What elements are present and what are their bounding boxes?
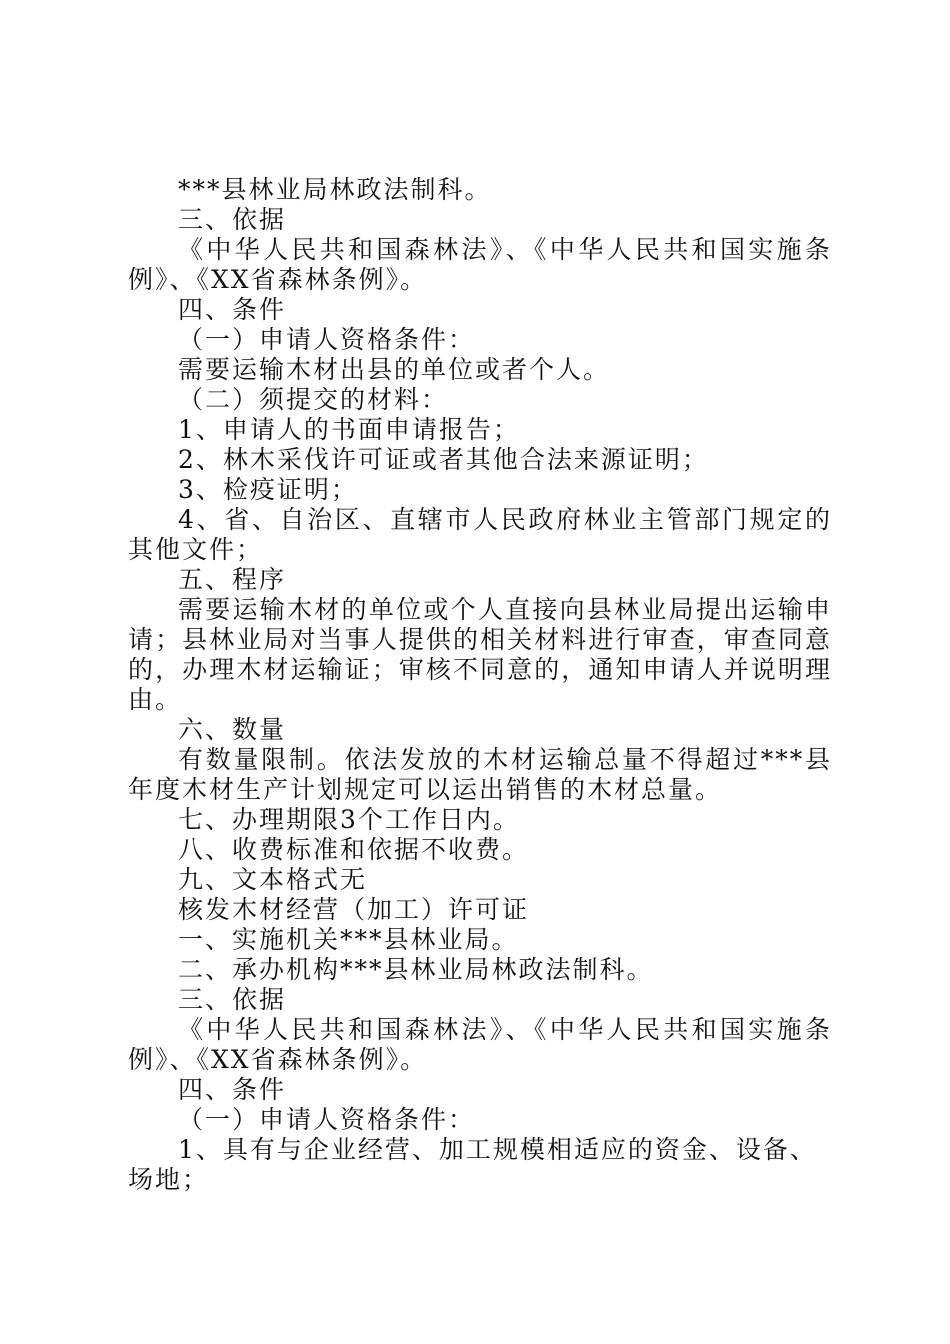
section-heading: 三、依据	[178, 205, 287, 234]
paragraph: 需要运输木材的单位或个人直接向县林业局提出运输申请；县林业局对当事人提供的相关材料进行审查，审查同意的，办理木材运输证；审核不同意的，通知申请人并说明理由。	[128, 595, 832, 714]
section-heading: 二、承办机构***县林业局林政法制科。	[178, 955, 654, 984]
section-heading: 九、文本格式无	[178, 865, 368, 894]
section-heading: 三、依据	[178, 985, 287, 1014]
section-heading: 六、数量	[178, 715, 287, 744]
subsection-heading: （二）须提交的材料：	[178, 385, 449, 414]
list-item: 1、具有与企业经营、加工规模相适应的资金、设备、场地；	[128, 1135, 817, 1194]
list-item: 4、省、自治区、直辖市人民政府林业主管部门规定的其他文件；	[128, 505, 832, 564]
list-item: 2、林木采伐许可证或者其他合法来源证明；	[178, 445, 709, 474]
paragraph: 《中华人民共和国森林法》、《中华人民共和国实施条例》、《XX省森林条例》。	[128, 235, 832, 294]
list-item: 1、申请人的书面申请报告；	[178, 415, 520, 444]
item-title: 核发木材经营（加工）许可证	[178, 895, 530, 924]
list-item: 3、检疫证明；	[178, 475, 358, 504]
section-heading: 一、实施机关***县林业局。	[178, 925, 519, 954]
paragraph: ***县林业局林政法制科。	[178, 175, 492, 204]
section-heading: 七、办理期限3个工作日内。	[178, 805, 520, 834]
subsection-heading: （一）申请人资格条件：	[178, 1105, 476, 1134]
paragraph: 《中华人民共和国森林法》、《中华人民共和国实施条例》、《XX省森林条例》。	[128, 1015, 832, 1074]
document-page	[128, 175, 832, 1195]
section-heading: 五、程序	[178, 565, 287, 594]
section-heading: 四、条件	[178, 1075, 287, 1104]
paragraph: 有数量限制。依法发放的木材运输总量不得超过***县年度木材生产计划规定可以运出销售的木材总量。	[128, 745, 832, 804]
section-heading: 四、条件	[178, 295, 287, 324]
section-heading: 八、收费标准和依据不收费。	[178, 835, 530, 864]
paragraph: 需要运输木材出县的单位或者个人。	[178, 355, 611, 384]
subsection-heading: （一）申请人资格条件：	[178, 325, 476, 354]
